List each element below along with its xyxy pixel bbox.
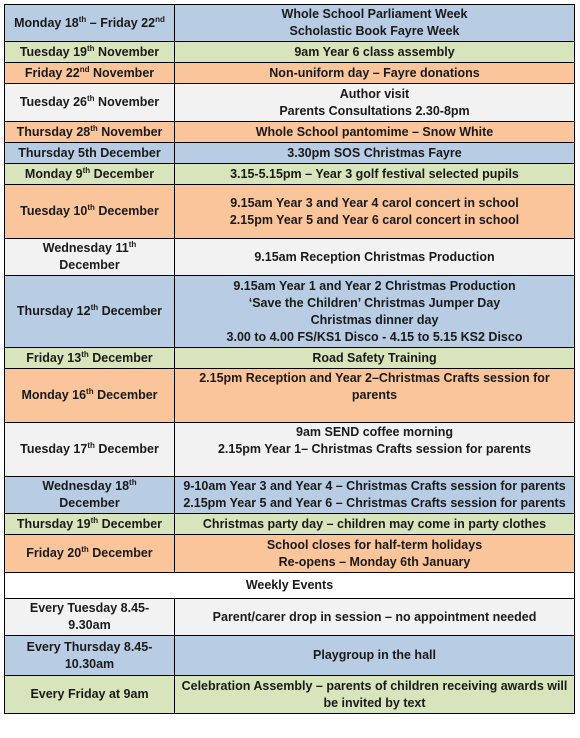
- table-row: [5, 599, 575, 636]
- event-line: parents: [351, 388, 398, 402]
- event-cell: [175, 514, 575, 535]
- date-text: Friday 13: [26, 350, 82, 365]
- date-line: [9, 44, 170, 61]
- date-line: [9, 303, 170, 320]
- table-row: [5, 42, 575, 63]
- event-line: Celebration Assembly – parents of children receiving awards will: [181, 678, 568, 693]
- date-line: [9, 617, 170, 634]
- date-line: [9, 15, 170, 32]
- date-text: Tuesday 19: [19, 44, 87, 59]
- date-text: Every Tuesday 8.45-: [29, 601, 150, 615]
- date-text: Monday 18: [14, 15, 79, 30]
- date-suffix: th: [81, 544, 89, 554]
- event-line: 3.15-5.15pm – Year 3 golf festival selected pupils: [230, 166, 519, 181]
- date-text: December: [98, 304, 163, 318]
- date-suffix: th: [87, 93, 95, 103]
- date-text: November: [97, 124, 163, 139]
- event-cell: [175, 676, 575, 714]
- event-line: 9am Year 6 class assembly: [294, 44, 455, 59]
- event-cell: [175, 42, 575, 63]
- date-text: Thursday 12: [16, 304, 91, 318]
- date-cell: [5, 239, 175, 276]
- event-line: Whole School Parliament Week: [281, 7, 468, 21]
- event-cell: [175, 348, 575, 369]
- table-row: [5, 84, 575, 122]
- event-line: Non-uniform day – Fayre donations: [269, 65, 480, 80]
- event-line: [179, 404, 570, 421]
- date-text: Tuesday 17: [20, 442, 88, 456]
- date-suffix: th: [86, 386, 94, 396]
- date-text: November: [89, 65, 155, 80]
- date-text: November: [94, 44, 160, 59]
- date-cell: [5, 143, 175, 164]
- date-cell: [5, 369, 175, 423]
- table-row: [5, 514, 575, 535]
- date-cell: [5, 5, 175, 42]
- section-heading: Weekly Events: [5, 573, 575, 599]
- event-cell: [175, 636, 575, 676]
- date-suffix: th: [81, 349, 89, 359]
- table-row: [5, 535, 575, 573]
- date-text: December: [88, 350, 153, 365]
- event-cell: [175, 5, 575, 42]
- event-cell: [175, 164, 575, 185]
- date-cell: [5, 423, 175, 477]
- table-row: [5, 276, 575, 348]
- date-suffix: th: [90, 515, 99, 525]
- event-line: Re-opens – Monday 6th January: [278, 554, 471, 569]
- event-cell: [175, 369, 575, 423]
- date-line: [9, 600, 170, 617]
- date-text: Thursday 5th December: [18, 145, 161, 160]
- event-cell: [175, 599, 575, 636]
- table-row: [5, 122, 575, 143]
- event-line: 9-10am Year 3 and Year 4 – Christmas Crafts session for parents: [183, 479, 566, 493]
- date-line: [9, 656, 170, 673]
- event-cell: [175, 276, 575, 348]
- date-line: [9, 257, 170, 274]
- date-cell: [5, 477, 175, 514]
- event-line: Whole School pantomime – Snow White: [255, 124, 494, 139]
- date-line: [9, 639, 170, 656]
- date-text: Every Friday at 9am: [30, 687, 149, 701]
- date-line: [9, 350, 170, 367]
- date-text: Tuesday 26: [19, 95, 87, 109]
- date-suffix: th: [90, 302, 99, 312]
- date-suffix: th: [78, 14, 87, 24]
- date-line: [9, 478, 170, 495]
- table-row: [5, 143, 575, 164]
- event-line: 2.15pm Year 1– Christmas Crafts session for parents: [217, 442, 532, 456]
- event-line: be invited by text: [323, 695, 426, 710]
- event-line: 3.30pm SOS Christmas Fayre: [287, 145, 462, 160]
- event-line: 2.15pm Reception and Year 2–Christmas Crafts session for: [199, 371, 550, 385]
- event-line: Christmas party day – children may come in party clothes: [202, 516, 547, 531]
- date-line: [9, 495, 170, 512]
- date-cell: [5, 276, 175, 348]
- event-cell: [175, 63, 575, 84]
- event-line: Scholastic Book Fayre Week: [289, 24, 460, 38]
- date-line: [9, 387, 170, 404]
- date-line: [9, 545, 170, 562]
- table-row: [5, 423, 575, 477]
- event-cell: [175, 239, 575, 276]
- table-row: [5, 185, 575, 239]
- table-row: [5, 477, 575, 514]
- date-text: Thursday 19: [16, 516, 91, 531]
- event-line: Road Safety Training: [312, 350, 437, 365]
- event-line: 3.00 to 4.00 FS/KS1 Disco - 4.15 to 5.15 KS2 Disco: [226, 329, 523, 344]
- event-cell: [175, 535, 575, 573]
- date-text: 10.30am: [64, 656, 115, 671]
- date-text: Wednesday 18: [42, 479, 130, 493]
- date-cell: [5, 599, 175, 636]
- date-suffix: th: [90, 123, 98, 133]
- date-suffix: th: [87, 440, 95, 450]
- event-line: 9.15am Reception Christmas Production: [254, 249, 495, 264]
- date-suffix: nd: [155, 14, 165, 24]
- date-suffix: th: [128, 239, 137, 249]
- date-text: December: [59, 496, 120, 510]
- date-line: [9, 686, 170, 703]
- date-line: [9, 65, 170, 82]
- event-line: Christmas dinner day: [310, 312, 439, 327]
- events-table-body: [5, 5, 575, 714]
- date-line: [9, 145, 170, 162]
- date-text: December: [94, 442, 159, 456]
- date-text: December: [59, 258, 120, 272]
- event-cell: [175, 423, 575, 477]
- date-text: December: [94, 204, 159, 218]
- date-line: [9, 203, 170, 220]
- table-row: [5, 63, 575, 84]
- date-text: Friday 20: [26, 546, 82, 560]
- event-line: Playgroup in the hall: [313, 648, 436, 662]
- table-row: [5, 239, 575, 276]
- date-text: Tuesday 10: [20, 204, 88, 218]
- event-line: [179, 458, 570, 475]
- date-suffix: nd: [79, 64, 90, 74]
- table-row: [5, 164, 575, 185]
- date-text: – Friday 22: [86, 15, 156, 30]
- table-row: [5, 5, 575, 42]
- date-line: [9, 240, 170, 257]
- date-text: December: [88, 546, 153, 560]
- date-cell: [5, 676, 175, 714]
- date-cell: [5, 164, 175, 185]
- date-suffix: th: [87, 202, 95, 212]
- table-row: [5, 348, 575, 369]
- event-line: 9.15am Year 3 and Year 4 carol concert in school: [230, 195, 519, 210]
- date-cell: [5, 42, 175, 63]
- event-line: Parents Consultations 2.30-8pm: [279, 103, 470, 118]
- date-text: November: [94, 95, 160, 109]
- event-cell: [175, 84, 575, 122]
- date-cell: [5, 122, 175, 143]
- date-cell: [5, 185, 175, 239]
- date-cell: [5, 535, 175, 573]
- date-cell: [5, 636, 175, 676]
- school-calendar: [4, 4, 575, 714]
- table-row: [5, 573, 575, 599]
- date-cell: [5, 348, 175, 369]
- event-cell: [175, 122, 575, 143]
- date-suffix: th: [87, 43, 95, 53]
- date-cell: [5, 514, 175, 535]
- event-cell: [175, 143, 575, 164]
- date-line: [9, 124, 170, 141]
- date-text: Every Thursday 8.45-: [26, 639, 153, 654]
- date-text: Monday 16: [21, 388, 87, 402]
- event-line: ‘Save the Children’ Christmas Jumper Day: [248, 295, 501, 310]
- date-text: December: [90, 166, 155, 181]
- event-line: Author visit: [339, 86, 410, 101]
- date-text: 9.30am: [68, 618, 111, 632]
- table-row: [5, 636, 575, 676]
- date-suffix: th: [82, 165, 91, 175]
- event-line: 2.15pm Year 5 and Year 6 carol concert in school: [229, 212, 520, 227]
- date-text: December: [93, 388, 158, 402]
- event-cell: [175, 477, 575, 514]
- table-row: [5, 369, 575, 423]
- date-line: [9, 441, 170, 458]
- event-line: 9.15am Year 1 and Year 2 Christmas Production: [233, 278, 516, 293]
- date-text: December: [98, 516, 163, 531]
- date-text: Wednesday 11: [42, 241, 129, 255]
- event-line: Parent/carer drop in session – no appointment needed: [212, 609, 537, 624]
- date-text: Thursday 28: [16, 124, 91, 139]
- event-line: School closes for half-term holidays: [266, 537, 483, 552]
- date-cell: [5, 63, 175, 84]
- date-text: Friday 22: [24, 65, 80, 80]
- date-line: [9, 166, 170, 183]
- date-cell: [5, 84, 175, 122]
- date-text: Monday 9: [24, 166, 83, 181]
- events-table: [4, 4, 575, 714]
- table-row: [5, 676, 575, 714]
- event-cell: [175, 185, 575, 239]
- date-suffix: th: [129, 477, 137, 487]
- date-line: [9, 94, 170, 111]
- date-line: [9, 516, 170, 533]
- event-line: 2.15pm Year 5 and Year 6 – Christmas Crafts session for parents: [183, 496, 566, 510]
- event-line: 9am SEND coffee morning: [296, 425, 453, 439]
